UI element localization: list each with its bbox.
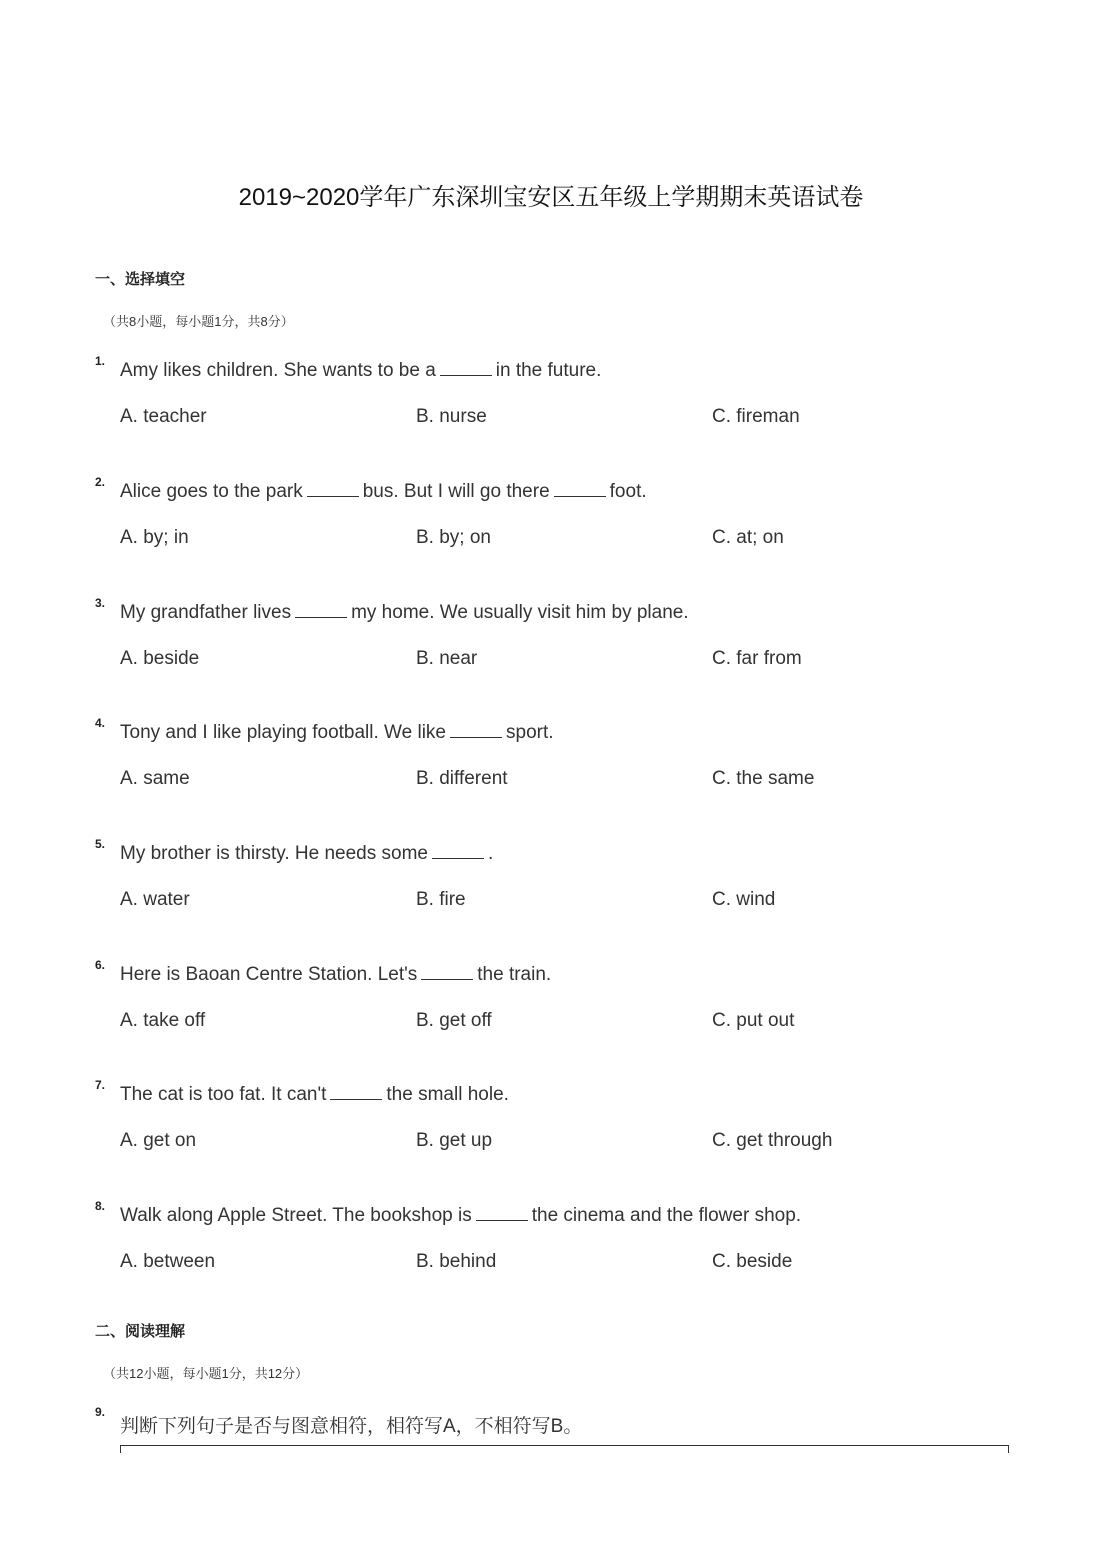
question-stem: Tony and I like playing football. We like sport. — [120, 722, 554, 743]
answer-blank — [554, 482, 606, 497]
option-c: C. beside — [712, 1251, 793, 1272]
question-number: 5. — [95, 837, 106, 851]
answer-blank — [330, 1085, 382, 1100]
question-stem: The cat is too fat. It can't the small hole. — [120, 1084, 509, 1105]
option-a: A. take off — [120, 1010, 206, 1031]
question-stem: Alice goes to the park bus. But I will go there foot. — [120, 481, 647, 502]
table-top-border — [120, 1445, 1009, 1446]
option-b: B. by; on — [416, 527, 491, 548]
answer-blank — [421, 965, 473, 980]
question-3 — [0, 596, 1102, 712]
question-stem: My brother is thirsty. He needs some . — [120, 843, 494, 864]
option-c: C. put out — [712, 1010, 795, 1031]
question-stem: Amy likes children. She wants to be a in the future. — [120, 360, 602, 381]
section-note-choice: （共8小题，每小题1分，共8分） — [103, 314, 294, 329]
option-b: B. different — [416, 768, 508, 789]
section-heading-reading: 二、阅读理解 — [95, 1323, 186, 1340]
answer-blank — [440, 361, 492, 376]
question-1 — [0, 354, 1102, 470]
option-b: B. get off — [416, 1010, 492, 1031]
question-7 — [0, 1078, 1102, 1194]
answer-blank — [307, 482, 359, 497]
question-stem: Walk along Apple Street. The bookshop is the cinema and the flower shop. — [120, 1205, 802, 1226]
question-number: 9. — [95, 1405, 106, 1419]
option-c: C. at; on — [712, 527, 784, 548]
answer-blank — [476, 1206, 528, 1221]
section-heading-choice: 一、选择填空 — [95, 271, 186, 288]
question-number: 7. — [95, 1078, 106, 1092]
question-2 — [0, 475, 1102, 591]
question-stem: Here is Baoan Centre Station. Let's the train. — [120, 964, 552, 985]
option-b: B. near — [416, 648, 478, 669]
option-c: C. the same — [712, 768, 815, 789]
question-number: 2. — [95, 475, 106, 489]
option-a: A. same — [120, 768, 190, 789]
question-number: 1. — [95, 354, 106, 368]
option-b: B. fire — [416, 889, 466, 910]
question-stem: My grandfather lives my home. We usually visit him by plane. — [120, 602, 689, 623]
option-a: A. water — [120, 889, 190, 910]
option-a: A. between — [120, 1251, 216, 1272]
section-note-reading: （共12小题，每小题1分，共12分） — [103, 1366, 309, 1381]
option-b: B. get up — [416, 1130, 493, 1151]
question-number: 3. — [95, 596, 106, 610]
question-5 — [0, 837, 1102, 953]
answer-blank — [450, 723, 502, 738]
option-a: A. beside — [120, 648, 200, 669]
answer-blank — [295, 603, 347, 618]
answer-blank — [432, 844, 484, 859]
question-6 — [0, 958, 1102, 1074]
option-b: B. nurse — [416, 406, 487, 427]
option-c: C. get through — [712, 1130, 833, 1151]
question-number: 4. — [95, 716, 106, 730]
option-a: A. teacher — [120, 406, 207, 427]
question-stem: 判断下列句子是否与图意相符，相符写A，不相符写B。 — [120, 1416, 583, 1437]
option-c: C. wind — [712, 889, 776, 910]
question-number: 6. — [95, 958, 106, 972]
question-number: 8. — [95, 1199, 106, 1213]
option-a: A. get on — [120, 1130, 197, 1151]
option-a: A. by; in — [120, 527, 189, 548]
option-b: B. behind — [416, 1251, 497, 1272]
question-4 — [0, 716, 1102, 832]
option-c: C. fireman — [712, 406, 800, 427]
question-8 — [0, 1199, 1102, 1315]
option-c: C. far from — [712, 648, 802, 669]
exam-title: 2019~2020学年广东深圳宝安区五年级上学期期末英语试卷 — [238, 184, 864, 211]
